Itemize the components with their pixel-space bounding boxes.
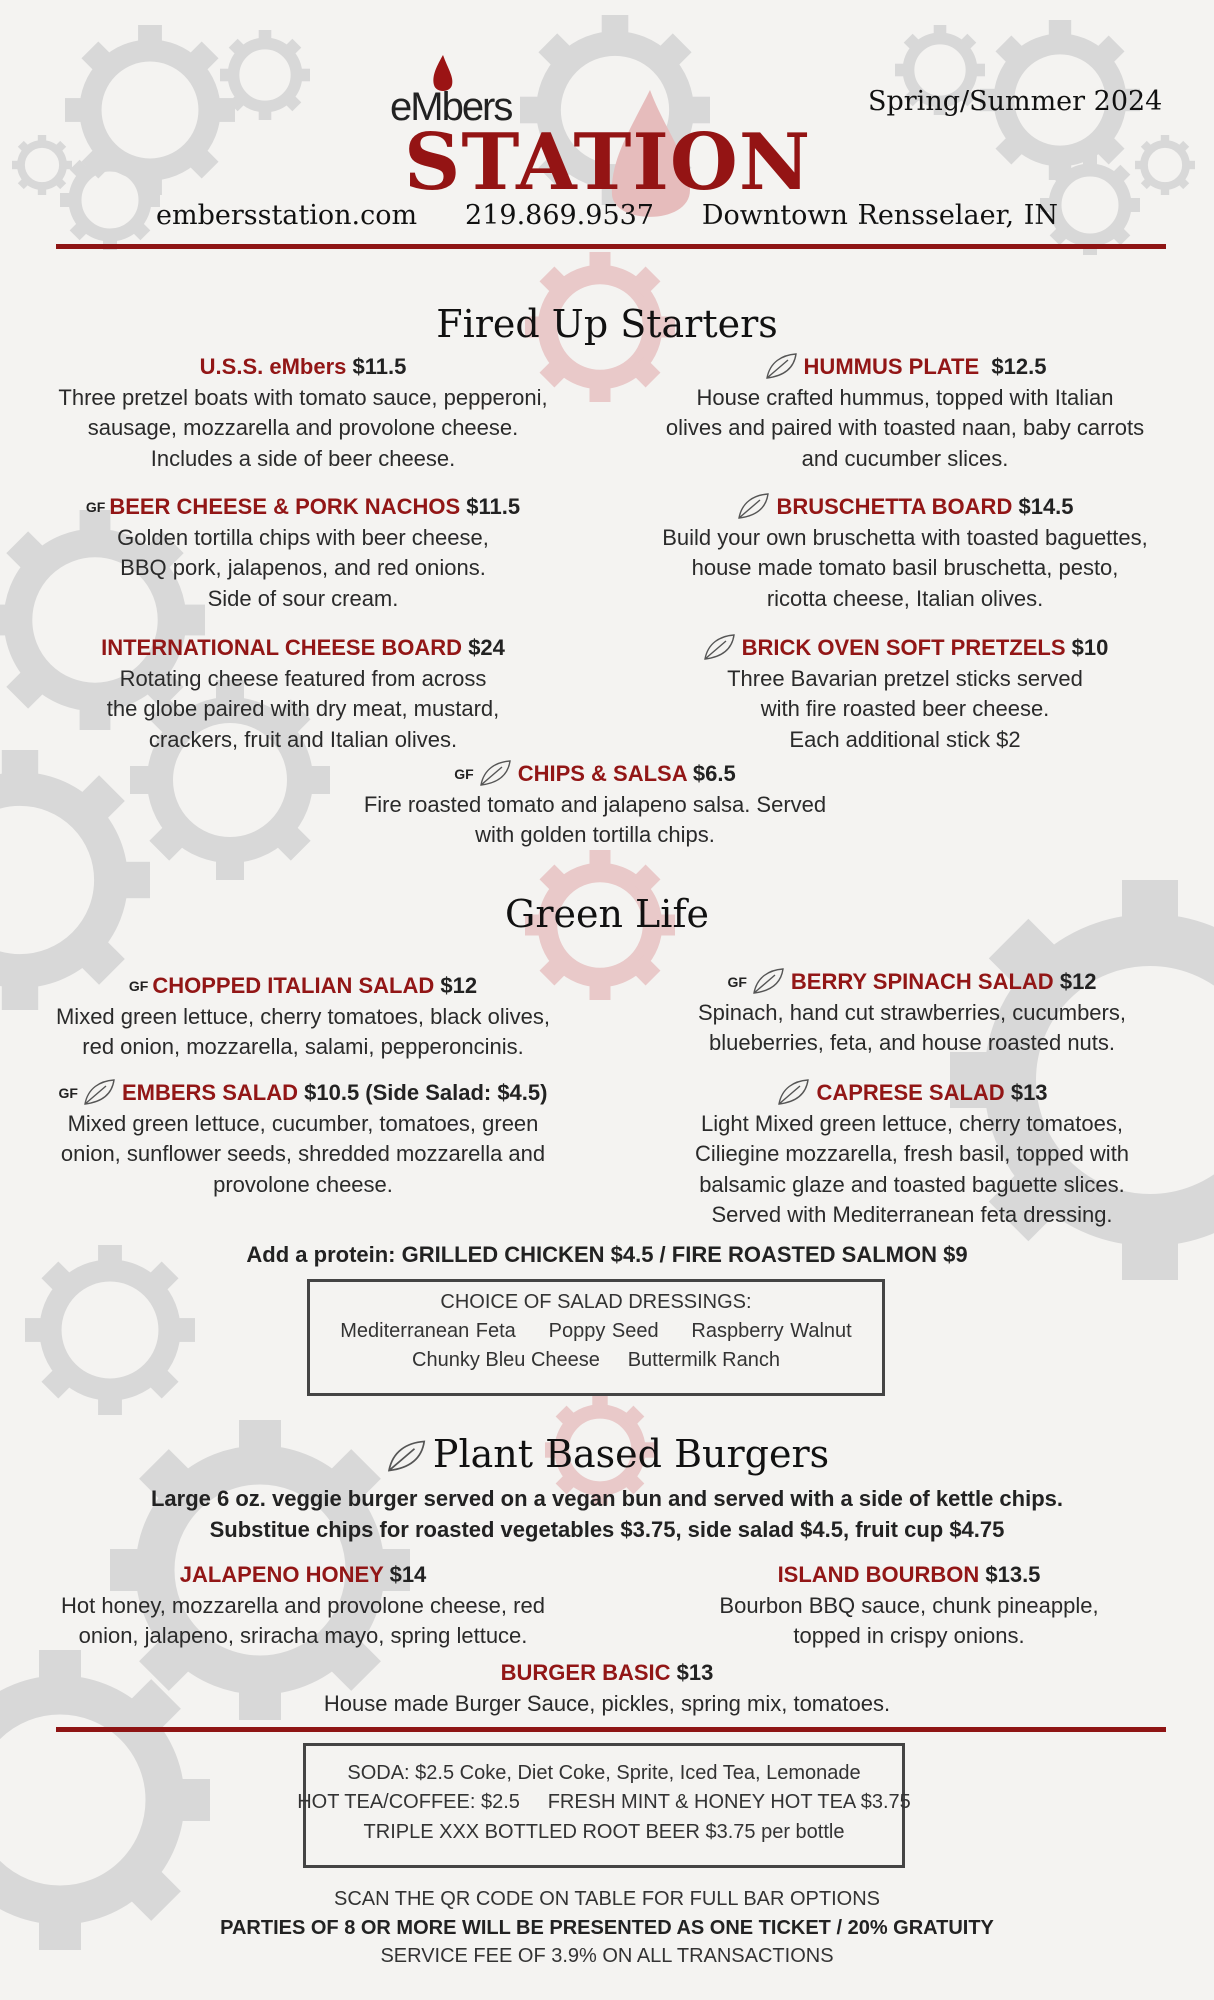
dressing-option: Mediterranean Feta [340,1320,516,1342]
item-name: BRUSCHETTA BOARD [776,494,1013,519]
leaf-icon [764,352,798,380]
leaf-icon [82,1078,116,1106]
season: Spring/Summer 2024 [868,86,1163,117]
dressing-option: Poppy Seed [548,1320,659,1342]
item-name: U.S.S. eMbers [199,354,347,379]
item-name: HUMMUS PLATE [803,354,980,379]
item-name: ISLAND BOURBON [777,1562,980,1587]
item-price: $11.5 [466,494,521,519]
location: Downtown Rensselaer, IN [701,200,1058,231]
item-price: $10.5 (Side Salad: $4.5) [304,1080,548,1105]
menu-item [605,352,1205,474]
drinks-box [297,1743,911,1868]
menu-item [3,352,603,474]
dressing-option: Raspberry Walnut [691,1320,852,1342]
menu-item [3,492,603,614]
item-name: EMBERS SALAD [121,1080,298,1105]
item-price: $14.5 [1018,494,1074,519]
leaf-icon [751,967,785,995]
item-description: Bourbon BBQ sauce, chunk pineapple, topped in crispy onions. [719,1592,1099,1649]
burgers-title: Plant Based Burgers [432,1432,830,1476]
menu-item [612,1078,1212,1231]
item-name: BURGER BASIC [500,1660,671,1685]
item-name: CHOPPED ITALIAN SALAD [152,973,435,998]
logo-small-text: eMbers [390,85,512,129]
gear-icon [1135,135,1195,195]
burgers-substitutions: Substitue chips for roasted vegetables $3.75, side salad $4.5, fruit cup $4.75 [209,1517,1005,1542]
item-name: CHIPS & SALSA [517,761,687,786]
item-description: Three Bavarian pretzel sticks served with fire roasted beer cheese. Each additional stick $2 [727,665,1083,752]
service-fee: SERVICE FEE OF 3.9% ON ALL TRANSACTIONS [380,1945,834,1967]
menu-item [295,759,895,851]
dressing-option: Buttermilk Ranch [627,1349,780,1371]
item-description: Spinach, hand cut strawberries, cucumbers, blueberries, feta, and house roasted nuts. [698,999,1126,1056]
website-link[interactable]: embersstation.com [156,200,418,231]
item-description: Golden tortilla chips with beer cheese, BBQ pork, jalapenos, and red onions. Side of sour cream. [117,524,489,611]
drinks-root-beer: TRIPLE XXX BOTTLED ROOT BEER $3.75 per bottle [363,1821,845,1843]
item-description: Mixed green lettuce, cherry tomatoes, black olives, red onion, mozzarella, salami, pepperoncinis. [55,1003,550,1060]
section-title-starters: Fired Up Starters [436,302,778,346]
menu-item [3,1078,603,1200]
item-price: $6.5 [692,761,736,786]
dressings-row [310,1349,882,1372]
leaf-icon [736,492,770,520]
drinks-soda: SODA: $2.5 Coke, Diet Coke, Sprite, Iced Tea, Lemonade [347,1762,861,1784]
section-title-burgers [0,1432,1214,1476]
footer-divider [56,1727,1166,1732]
drinks-tea-coffee: HOT TEA/COFFEE: $2.5 [297,1791,520,1813]
item-name: INTERNATIONAL CHEESE BOARD [101,635,463,660]
menu-item [3,1560,603,1652]
gluten-free-badge: GF [128,978,149,994]
contact-line [0,200,1214,231]
menu-item [257,1658,957,1719]
item-description: Three pretzel boats with tomato sauce, pepperoni, sausage, mozzarella and provolone cheese. Includes a side of beer cheese. [58,384,548,471]
logo [390,55,830,208]
party-policy: PARTIES OF 8 OR MORE WILL BE PRESENTED AS ONE TICKET / 20% GRATUITY [220,1917,994,1939]
dressings-row [300,1320,892,1343]
drinks-mint-tea: FRESH MINT & HONEY HOT TEA $3.75 [547,1791,911,1813]
gluten-free-badge: GF [58,1085,78,1101]
menu-item [3,633,603,755]
item-price: $12.5 [991,354,1047,379]
gluten-free-badge: GF [727,974,747,990]
leaf-icon [776,1078,810,1106]
section-title-green-life: Green Life [505,892,709,936]
item-description: Build your own bruschetta with toasted baguettes, house made tomato basil bruschetta, pesto, ricotta cheese, Italian olives. [662,524,1148,611]
item-price: $14 [389,1562,427,1587]
qr-note: SCAN THE QR CODE ON TABLE FOR FULL BAR OPTIONS [333,1888,881,1910]
header-divider [56,244,1166,249]
item-price: $12 [1059,969,1097,994]
burgers-intro: Large 6 oz. veggie burger served on a vegan bun and served with a side of kettle chips. [150,1486,1064,1511]
gear-icon [12,135,72,195]
menu-item [605,492,1205,614]
item-name: CAPRESE SALAD [816,1080,1005,1105]
dressings-box [307,1279,885,1396]
gluten-free-badge: GF [454,766,474,782]
item-price: $13.5 [985,1562,1041,1587]
item-name: JALAPENO HONEY [179,1562,384,1587]
item-description: House crafted hummus, topped with Italian olives and paired with toasted naan, baby carrots and cucumber slices. [665,384,1145,471]
menu-item [609,1560,1209,1652]
menu-item [612,967,1212,1059]
menu-item [605,633,1205,755]
item-price: $11.5 [352,354,407,379]
item-name: BERRY SPINACH SALAD [790,969,1054,994]
item-description: Light Mixed green lettuce, cherry tomatoes, Ciliegine mozzarella, fresh basil, topped with balsamic glaze and toasted baguette slices. Served with Mediterranean feta dressing. [694,1110,1130,1228]
item-price: $12 [440,973,478,998]
leaf-icon [702,633,736,661]
item-description: House made Burger Sauce, pickles, spring mix, tomatoes. [323,1690,891,1716]
item-description: Fire roasted tomato and jalapeno salsa. Served with golden tortilla chips. [363,791,827,848]
item-description: Hot honey, mozzarella and provolone cheese, red onion, jalapeno, sriracha mayo, spring lettuce. [61,1592,545,1649]
dressings-title: CHOICE OF SALAD DRESSINGS: [440,1291,752,1313]
menu-item [3,971,603,1063]
gluten-free-badge: GF [85,499,106,515]
drinks-hot [266,1791,942,1814]
item-description: Rotating cheese featured from across the globe paired with dry meat, mustard, crackers, fruit and Italian olives. [106,665,500,752]
item-price: $24 [468,635,505,660]
item-price: $13 [676,1660,714,1685]
leaf-icon [478,759,512,787]
logo-big-text: STATION [404,117,812,208]
item-price: $13 [1010,1080,1048,1105]
item-name: BRICK OVEN SOFT PRETZELS [741,635,1066,660]
dressing-option: Chunky Bleu Cheese [412,1349,600,1371]
item-description: Mixed green lettuce, cucumber, tomatoes, green onion, sunflower seeds, shredded mozzarella and provolone cheese. [60,1110,546,1197]
gear-icon [220,30,310,120]
phone-number[interactable]: 219.869.9537 [465,200,654,231]
item-price: $10 [1071,635,1109,660]
add-protein-note: Add a protein: GRILLED CHICKEN $4.5 / FIRE ROASTED SALMON $9 [246,1242,968,1267]
item-name: BEER CHEESE & PORK NACHOS [109,494,461,519]
leaf-icon [385,1439,427,1473]
